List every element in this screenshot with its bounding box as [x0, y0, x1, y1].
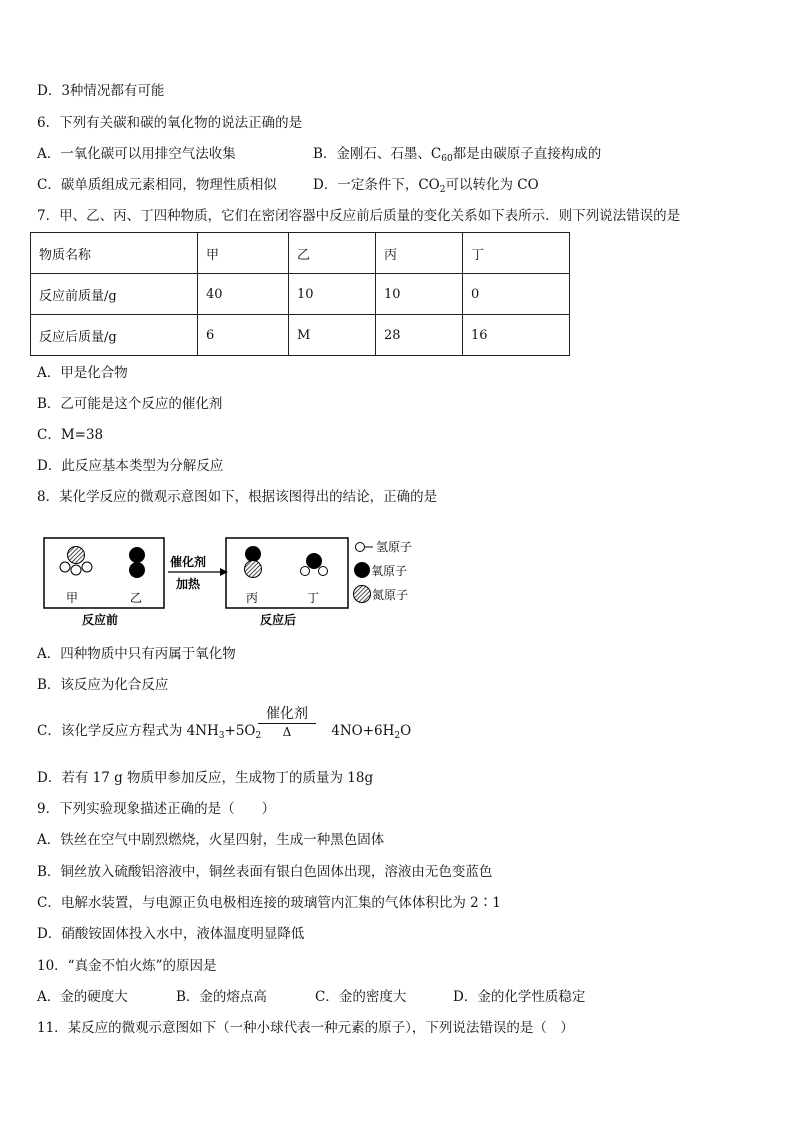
table-header-cell: 丁 — [463, 233, 570, 274]
before-box — [44, 538, 164, 608]
q10-option-b: B．金的熔点高 — [176, 989, 267, 1005]
q7-option-a: A．甲是化合物 — [37, 365, 128, 381]
nitrogen-atom — [245, 561, 262, 578]
molecule-bing — [245, 546, 262, 578]
q8-option-d: D．若有 17 g 物质甲参加反应，生成物丁的质量为 18g — [37, 770, 374, 786]
table-cell: 16 — [463, 315, 570, 356]
q10-stem: 10．“真金不怕火炼”的原因是 — [37, 958, 217, 974]
table-header-cell: 甲 — [198, 233, 289, 274]
table-cell: 0 — [463, 274, 570, 315]
table-header-row — [31, 233, 570, 274]
after-box — [226, 538, 348, 608]
hydrogen-atom — [60, 562, 70, 572]
legend-oxygen-label: 氧原子 — [371, 564, 408, 578]
q8-stem: 8．某化学反应的微观示意图如下，根据该图得出的结论，正确的是 — [37, 489, 438, 505]
label-bing: 丙 — [246, 591, 259, 605]
table-cell: M — [289, 315, 376, 356]
table-header-cell: 丙 — [376, 233, 463, 274]
oxygen-atom — [306, 553, 322, 569]
table-cell: 10 — [376, 274, 463, 315]
table-header-cell: 物质名称 — [31, 233, 198, 274]
mass-table — [30, 232, 570, 356]
q6-option-c: C．碳单质组成元素相同，物理性质相似 — [37, 177, 277, 193]
label-before: 反应前 — [82, 613, 119, 627]
q6-option-a: A．一氧化碳可以用排空气法收集 — [37, 146, 236, 162]
label-jia: 甲 — [66, 591, 79, 605]
hydrogen-atom — [71, 565, 81, 575]
q7-stem: 7．甲、乙、丙、丁四种物质，它们在密闭容器中反应前后质量的变化关系如下表所示．则下列说法错误的是 — [37, 208, 681, 224]
table-row — [31, 315, 570, 356]
legend-hydrogen-icon — [356, 543, 365, 552]
q9-option-d: D．硝酸铵固体投入水中，液体温度明显降低 — [37, 926, 305, 942]
table-header-cell: 乙 — [289, 233, 376, 274]
reaction-micro-diagram — [40, 530, 440, 630]
table-row — [31, 274, 570, 315]
q9-option-a: A．铁丝在空气中剧烈燃烧，火星四射，生成一种黑色固体 — [37, 832, 385, 848]
reaction-condition — [256, 705, 318, 740]
table-cell: 6 — [198, 315, 289, 356]
molecule-yi — [129, 547, 145, 578]
q6-option-b: B．金刚石、石墨、$C_{60}$都是由碳原子直接构成的 — [313, 146, 602, 164]
q8-option-b: B．该反应为化合反应 — [37, 677, 169, 693]
legend-oxygen-icon — [354, 562, 370, 578]
q10-option-d: D．金的化学性质稳定 — [453, 989, 586, 1005]
molecule-jia — [60, 547, 92, 576]
q5-option-d: D．3种情况都有可能 — [37, 83, 165, 99]
q8-option-a: A．四种物质中只有丙属于氧化物 — [37, 646, 236, 662]
q10-option-c: C．金的密度大 — [315, 989, 407, 1005]
oxygen-atom — [129, 562, 145, 578]
legend-nitrogen-icon — [354, 586, 371, 603]
label-catalyst: 催化剂 — [170, 555, 207, 569]
q11-stem: 11．某反应的微观示意图如下（一种小球代表一种元素的原子），下列说法错误的是（ ） — [37, 1020, 574, 1036]
molecule-ding — [301, 553, 328, 576]
q8-option-c: C．该化学反应方程式为 $4NH_3+5O_2$ $4NO+6H_2O$ — [37, 723, 412, 741]
oxygen-atom — [245, 546, 261, 562]
legend-nitrogen-label: 氮原子 — [372, 588, 409, 602]
table-cell: 反应后质量/g — [31, 315, 198, 356]
label-ding: 丁 — [307, 591, 320, 605]
table-cell: 10 — [289, 274, 376, 315]
table-cell: 40 — [198, 274, 289, 315]
q9-option-b: B．铜丝放入硫酸铝溶液中，铜丝表面有银白色固体出现，溶液由无色变蓝色 — [37, 864, 493, 880]
oxygen-atom — [129, 547, 145, 563]
label-heat: 加热 — [176, 577, 201, 591]
hydrogen-atom — [301, 567, 310, 576]
legend-hydrogen-label: 氢原子 — [376, 540, 413, 554]
label-after: 反应后 — [260, 613, 297, 627]
table-cell: 28 — [376, 315, 463, 356]
q10-option-a: A．金的硬度大 — [37, 989, 128, 1005]
condition-catalyst: 催化剂 — [266, 706, 308, 722]
nitrogen-atom — [68, 547, 85, 564]
table-cell: 反应前质量/g — [31, 274, 198, 315]
q6-option-d: D．一定条件下，$CO_2$可以转化为 CO — [313, 177, 539, 195]
condition-heat: Δ — [282, 725, 292, 739]
q9-option-c: C．电解水装置，与电源正负电极相连接的玻璃管内汇集的气体体积比为 2∶1 — [37, 895, 501, 911]
q7-option-d: D．此反应基本类型为分解反应 — [37, 458, 224, 474]
arrow-head-icon — [220, 568, 228, 576]
label-yi: 乙 — [130, 591, 143, 605]
q9-stem: 9．下列实验现象描述正确的是（ ） — [37, 801, 276, 817]
q7-option-c: C．M=38 — [37, 427, 104, 443]
hydrogen-atom — [82, 562, 92, 572]
q6-stem: 6．下列有关碳和碳的氧化物的说法正确的是 — [37, 115, 303, 131]
hydrogen-atom — [319, 567, 328, 576]
q7-option-b: B．乙可能是这个反应的催化剂 — [37, 396, 223, 412]
